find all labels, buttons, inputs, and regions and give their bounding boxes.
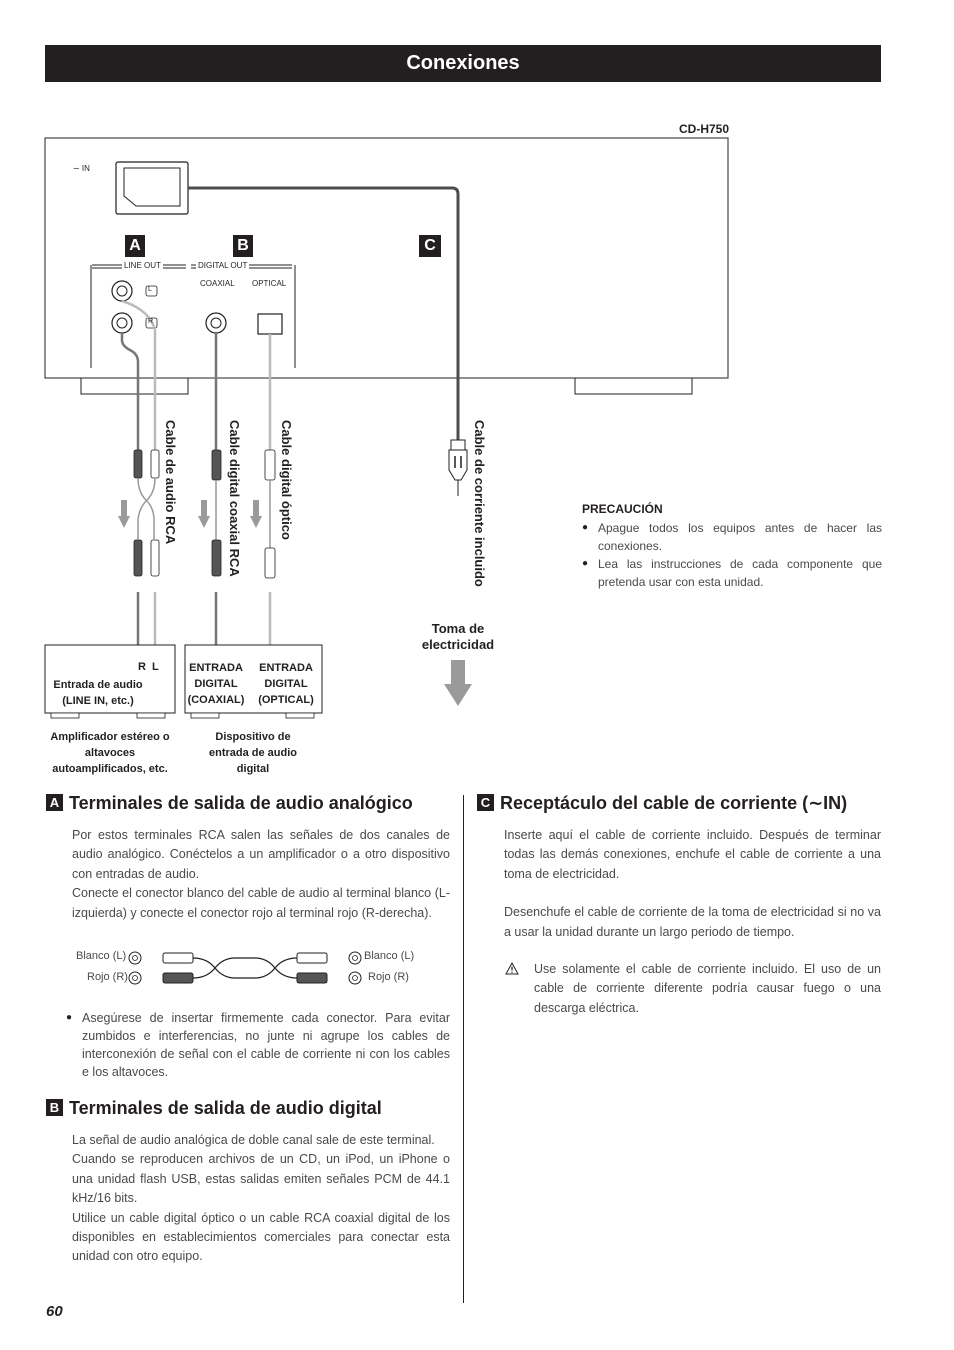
section-b-para: Utilice un cable digital óptico o un cable RCA coaxial digital de los disponibles en establecimientos comerciales para conectar esta unidad con otro equipo. (72, 1210, 450, 1264)
section-a-body (72, 826, 450, 923)
coaxial-label: COAXIAL (200, 279, 235, 288)
right-marker: R (148, 318, 154, 325)
section-a-para: Conecte el conector blanco del cable de audio al terminal blanco (L-izquierda) y conecte el conector rojo al terminal rojo (R-derecha). (72, 886, 450, 920)
caution-title: PRECAUCIÓN (582, 502, 663, 516)
amp-caption: Amplificador estéreo o altavoces autoamplificados, etc. (50, 731, 170, 775)
optical-plug-upper (265, 450, 275, 480)
digital-optical-label: ENTRADA DIGITAL (OPTICAL) (258, 662, 314, 706)
section-c-para: Desenchufe el cable de corriente de la toma de electricidad si no va a usar la unidad durante un largo periodo de tiempo. (504, 905, 881, 939)
section-a-heading: Terminales de salida de audio analógico (69, 793, 413, 813)
caution-block (582, 501, 882, 591)
stereo-cable-illustration (125, 948, 365, 988)
coax-plug-upper (212, 450, 221, 480)
amp-input-label: Entrada de audio (LINE IN, etc.) (53, 679, 143, 707)
model-label: CD-H750 (678, 122, 729, 136)
section-a-bullet: ● Asegúrese de insertar firmemente cada conector. Para evitar zumbidos e interferencias, no junte ni agrupe los cables de interconexión de señal con el cable de corriente ni con los cables e los altavoces. (66, 1009, 450, 1081)
section-a-para: Por estos terminales RCA salen las señales de dos canales de audio analógico. Conéctelos a un amplificador o a otro dispositivo con entradas de audio. (72, 828, 450, 881)
section-b-body (72, 1131, 450, 1267)
section-c-badge: C (477, 794, 494, 811)
line-out-label: LINE OUT (124, 261, 161, 270)
cable-label-white-left: Blanco (L) (76, 950, 127, 962)
section-b-badge: B (46, 1099, 63, 1116)
power-plug (451, 440, 465, 450)
section-c-warning: Use solamente el cable de corriente incluido. El uso de un cable de corriente diferente podría causar fuego o una descarga eléctrica. (534, 962, 881, 1015)
section-b-para: La señal de audio analógica de doble canal sale de este terminal. (72, 1133, 435, 1147)
optical-plug-lower (265, 548, 275, 578)
optical-cable-label: Cable digital óptico (279, 420, 294, 540)
digital-coax-label: ENTRADA DIGITAL (COAXIAL) (187, 662, 245, 706)
rca-plug-upper-white (151, 450, 159, 478)
page-title: Conexiones (45, 45, 881, 82)
page-number: 60 (46, 1303, 63, 1320)
section-c-title (477, 793, 847, 814)
column-divider (463, 795, 464, 1303)
cable-label-white-right: Blanco (L) (364, 950, 415, 962)
caution-item: ● Lea las instrucciones de cada componente que pretenda usar con esta unidad. (582, 555, 882, 591)
section-a-title (46, 793, 413, 814)
cable-label-red-right: Rojo (R) (368, 971, 409, 983)
rca-plug-upper-red (134, 450, 142, 478)
left-marker: L (148, 286, 152, 293)
power-cable-label: Cable de corriente incluido (472, 420, 487, 587)
section-b-heading: Terminales de salida de audio digital (69, 1098, 382, 1118)
rca-cable-label: Cable de audio RCA (163, 420, 178, 545)
badge-a: A (125, 235, 145, 257)
panel-foot-left (81, 378, 188, 394)
optical-jack (258, 314, 282, 334)
badge-b: B (233, 235, 253, 257)
caution-item: ● Apague todos los equipos antes de hacer las conexiones. (582, 519, 882, 555)
cable-label-red-left: Rojo (R) (87, 971, 128, 983)
section-b-para: Cuando se reproducen archivos de un CD, un iPod, un iPhone o una unidad flash USB, estas salidas emiten señales PCM de 44.1 kHz/16 bits. (72, 1152, 450, 1206)
digital-out-label: DIGITAL OUT (198, 261, 248, 270)
section-c-para: Inserte aquí el cable de corriente incluido. Después de terminar todas las demás conexiones, enchufe el cable de corriente a una toma de electricidad. (504, 828, 881, 881)
digital-device-caption: Dispositivo de entrada de audio digital (208, 731, 298, 775)
rca-plug-lower-red (134, 540, 142, 576)
section-b-title (46, 1098, 382, 1119)
section-c-heading: Receptáculo del cable de corriente (∼IN) (500, 793, 848, 813)
section-a-bullet-block (66, 1009, 450, 1081)
section-a-badge: A (46, 794, 63, 811)
outlet-arrow-icon (444, 660, 472, 706)
section-c-body (504, 826, 881, 942)
amp-rl-label: R L (138, 661, 159, 673)
power-in-label: ∼ IN (73, 164, 90, 173)
optical-label: OPTICAL (252, 279, 287, 288)
coaxial-cable-label: Cable digital coaxial RCA (227, 420, 242, 577)
outlet-label: Toma de electricidad (421, 621, 495, 652)
panel-foot-right (575, 378, 692, 394)
warning-icon (505, 962, 519, 975)
coax-plug-lower (212, 540, 221, 576)
rca-plug-lower-white (151, 540, 159, 576)
badge-c: C (419, 235, 441, 257)
